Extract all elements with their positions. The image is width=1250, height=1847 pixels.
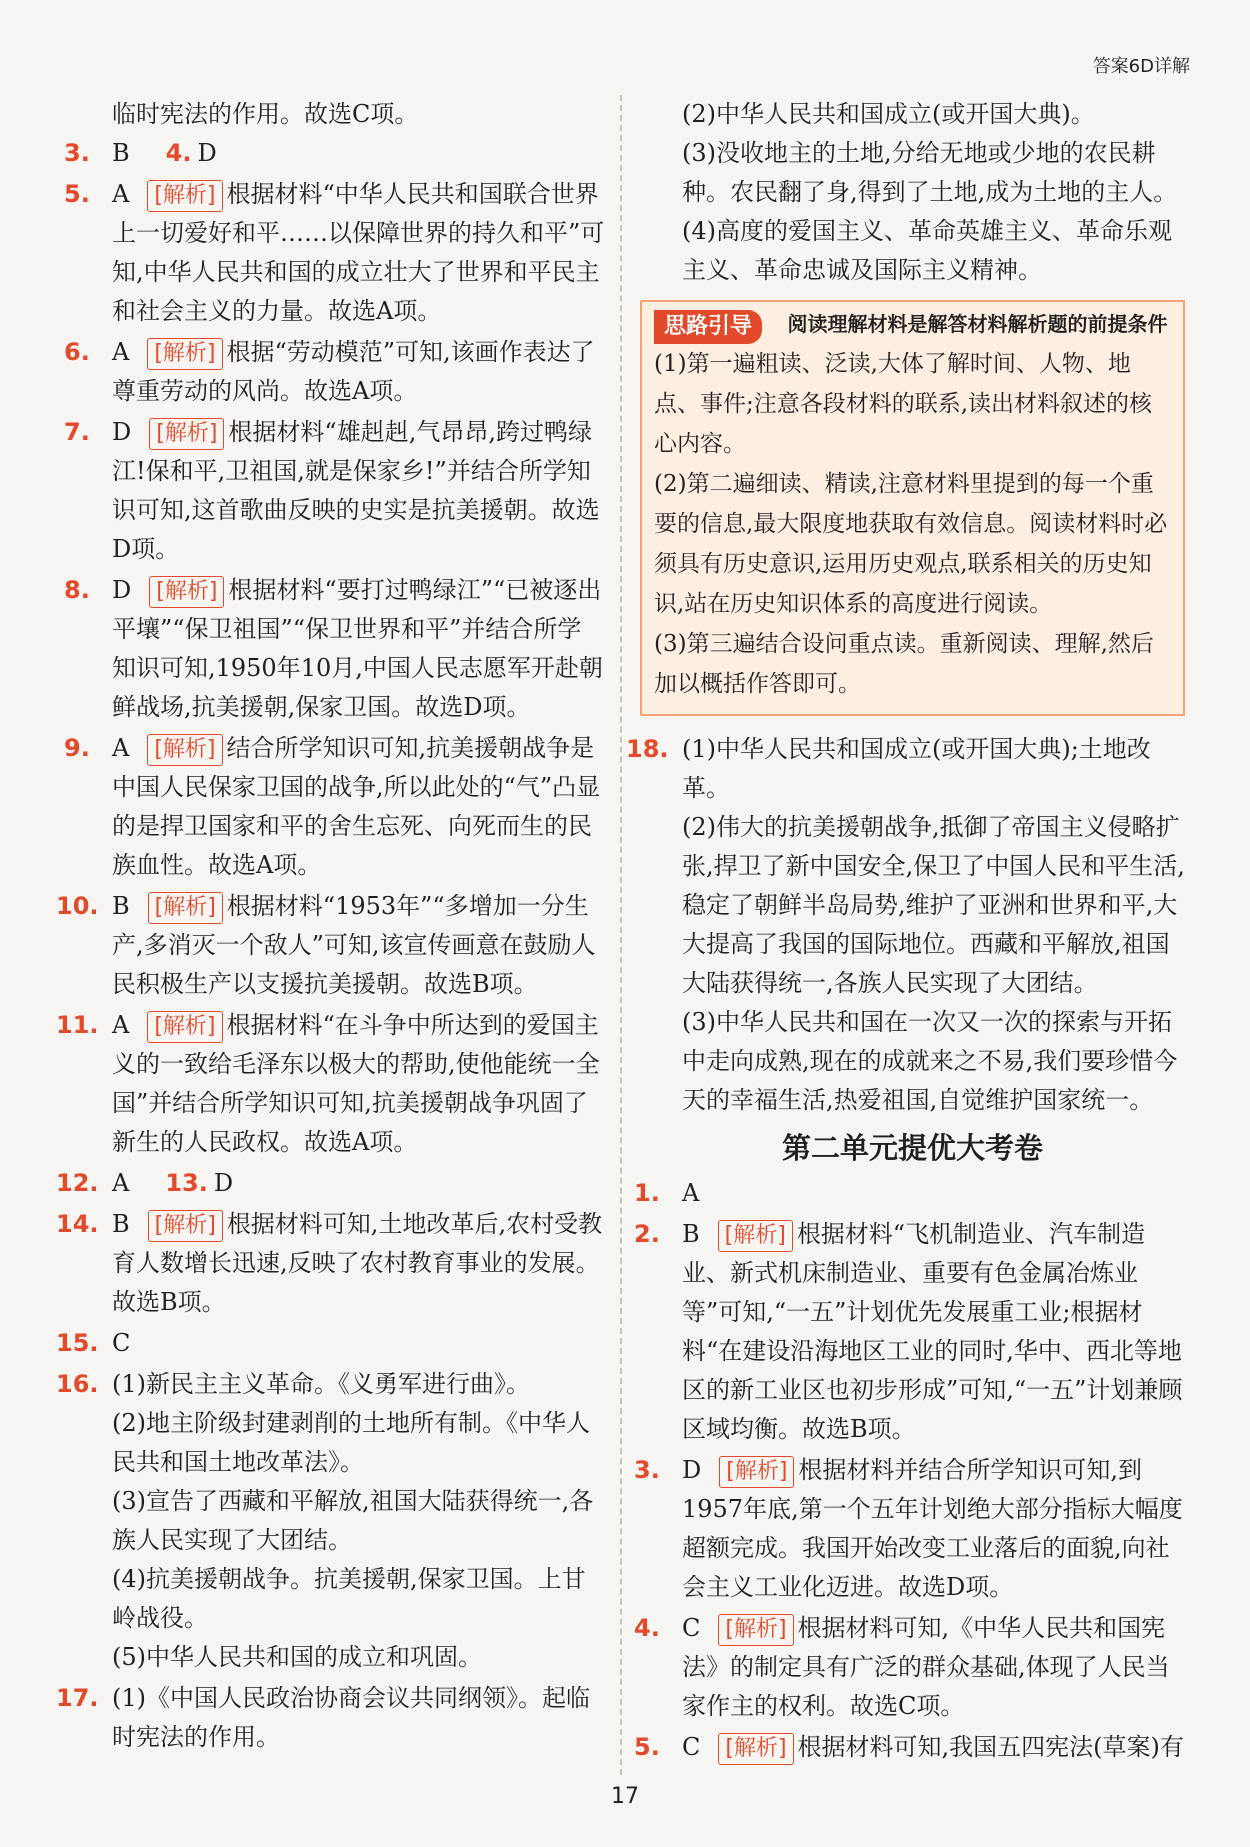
unit2-answer-item-1: 1. A [634, 1179, 700, 1207]
left-column [56, 95, 605, 1759]
sub-answer: (4)高度的爱国主义、革命英雄主义、革命乐观主义、革命忠诚及国际主义精神。 [682, 217, 1172, 284]
tip-box [640, 300, 1185, 716]
sub-answer: (2)中华人民共和国成立(或开国大典)。 [682, 100, 1095, 128]
right-column [626, 95, 1185, 1769]
answer-item-15: 15. C [56, 1329, 131, 1357]
tip-tag: 思路引导 [654, 310, 762, 344]
answer-item-8: 8. D [解析] 根据材料“要打过鸭绿江”“已被逐出平壤”“保卫祖国”“保卫世界和平”并结合所学知识可知,1950年10月,中国人民志愿军开赴朝鲜战场,抗美援朝,保家卫国。故选D项。 [64, 576, 603, 721]
analysis-tag: [解析] [148, 892, 223, 924]
analysis-tag: [解析] [718, 1614, 793, 1646]
unit2-answer-item-4: 4. C [解析] 根据材料可知,《中华人民共和国宪法》的制定具有广泛的群众基础,体现了人民当家作主的权利。故选C项。 [634, 1614, 1170, 1720]
analysis-tag: [解析] [147, 734, 222, 766]
continued-text: 临时宪法的作用。故选C项。 [112, 100, 419, 128]
sub-answer: (1)中华人民共和国成立(或开国大典);土地改革。 [682, 735, 1151, 802]
analysis-tag: [解析] [148, 1210, 223, 1242]
answer-item-17: 17. (1)《中国人民政治协商会议共同纲领》。起临时宪法的作用。 [56, 1684, 590, 1751]
page-header: 答案6D详解 [1092, 56, 1190, 77]
answer-item-14: 14. B [解析] 根据材料可知,土地改革后,农村受教育人数增长迅速,反映了农村教育事业的发展。故选B项。 [56, 1210, 603, 1316]
tip-line: (2)第二遍细读、精读,注意材料里提到的每一个重要的信息,最大限度地获取有效信息。阅读材料时必须具有历史意识,运用历史观点,联系相关的历史知识,站在历史知识体系的高度进行阅读。 [654, 471, 1168, 617]
answer-item-3-4: 3. B 4. D [64, 139, 217, 167]
analysis-tag: [解析] [147, 338, 222, 370]
answer-item-18: 18. (1)中华人民共和国成立(或开国大典);土地改革。 (2)伟大的抗美援朝战争,抵御了帝国主义侵略扩张,捍卫了新中国安全,保卫了中国人民和平生活,稳定了朝鲜半岛局势,维护了亚洲和世界和平,大大提高了我国的国际地位。西藏和平解放,祖国大陆获得统一,各族人民实现了大团结。 (3)中华人民共和国在一次又一次的探索与开拓中走向成熟,现在的成就来之不易,我们要珍惜今天的幸福生活,热爱祖国,自觉维护国家统一。 [640, 730, 1185, 1120]
page-number: 17 [611, 1784, 639, 1809]
unit2-answer-item-3: 3. D [解析] 根据材料并结合所学知识可知,到1957年底,第一个五年计划绝大部分指标大幅度超额完成。我国开始改变工业落后的面貌,向社会主义工业化迈进。故选D项。 [634, 1456, 1183, 1601]
analysis-tag: [解析] [147, 1011, 222, 1043]
answer-item-6: 6. A [解析] 根据“劳动模范”可知,该画作表达了尊重劳动的风尚。故选A项。 [64, 338, 595, 405]
analysis-tag: [解析] [149, 576, 224, 608]
sub-answer: (3)中华人民共和国在一次又一次的探索与开拓中走向成熟,现在的成就来之不易,我们要珍惜今天的幸福生活,热爱祖国,自觉维护国家统一。 [682, 1008, 1178, 1114]
unit2-answer-item-2: 2. B [解析] 根据材料“飞机制造业、汽车制造业、新式机床制造业、重要有色金属冶炼业等”可知,“一五”计划优先发展重工业;根据材料“在建设沿海地区工业的同时,华中、西北等地区的新工业区也初步形成”可知,“一五”计划兼顾区域均衡。故选B项。 [634, 1220, 1183, 1443]
sub-answer: (5)中华人民共和国的成立和巩固。 [112, 1643, 482, 1671]
analysis-tag: [解析] [147, 180, 222, 212]
analysis-tag: [解析] [718, 1733, 793, 1765]
answer-item-5: 5. A [解析] 根据材料“中华人民共和国联合世界上一切爱好和平……以保障世界的持久和平”可知,中华人民共和国的成立壮大了世界和平民主和社会主义的力量。故选A项。 [64, 180, 605, 325]
sub-answer: (3)宣告了西藏和平解放,祖国大陆获得统一,各族人民实现了大团结。 [112, 1487, 594, 1554]
sub-answer: (3)没收地主的土地,分给无地或少地的农民耕种。农民翻了身,得到了土地,成为土地的主人。 [682, 139, 1178, 206]
tip-line: (3)第三遍结合设问重点读。重新阅读、理解,然后加以概括作答即可。 [654, 631, 1154, 697]
unit2-answer-item-5: 5. C [解析] 根据材料可知,我国五四宪法(草案)有 [640, 1728, 1185, 1767]
sub-answer: (2)伟大的抗美援朝战争,抵御了帝国主义侵略扩张,捍卫了新中国安全,保卫了中国人民和平生活,稳定了朝鲜半岛局势,维护了亚洲和世界和平,大大提高了我国的国际地位。西藏和平解放,祖国大陆获得统一,各族人民实现了大团结。 [682, 813, 1185, 997]
analysis-tag: [解析] [149, 418, 224, 450]
answer-item-12-13: 12. A 13. D [56, 1169, 234, 1197]
sub-answer: (2)地主阶级封建剥削的土地所有制。《中华人民共和国土地改革法》。 [112, 1409, 590, 1476]
tip-line: (1)第一遍粗读、泛读,大体了解时间、人物、地点、事件;注意各段材料的联系,读出材料叙述的核心内容。 [654, 351, 1153, 457]
sub-answer: (1)新民主主义革命。《义勇军进行曲》。 [112, 1370, 530, 1398]
answer-item-9: 9. A [解析] 结合所学知识可知,抗美援朝战争是中国人民保家卫国的战争,所以此处的“气”凸显的是捍卫国家和平的舍生忘死、向死而生的民族血性。故选A项。 [64, 734, 601, 879]
column-divider [620, 95, 622, 1775]
answer-item-11: 11. A [解析] 根据材料“在斗争中所达到的爱国主义的一致给毛泽东以极大的帮助,使他能统一全国”并结合所学知识可知,抗美援朝战争巩固了新生的人民政权。故选A项。 [56, 1011, 600, 1156]
section-title: 第二单元提优大考卷 [781, 1131, 1043, 1165]
analysis-tag: [解析] [718, 1220, 793, 1252]
answer-item-7: 7. D [解析] 根据材料“雄赳赳,气昂昂,跨过鸭绿江!保和平,卫祖国,就是保家乡!”并结合所学知识可知,这首歌曲反映的史实是抗美援朝。故选D项。 [64, 418, 600, 563]
answer-item-16: 16. (1)新民主主义革命。《义勇军进行曲》。 (2)地主阶级封建剥削的土地所有制。《中华人民共和国土地改革法》。 (3)宣告了西藏和平解放,祖国大陆获得统一,各族人民实现了大团结。 (4)抗美援朝战争。抗美援朝,保家卫国。上甘岭战役。 (5)中华人民共和国的成立和巩固。 [70, 1365, 605, 1677]
tip-title: 阅读理解材料是解答材料解析题的前提条件 [787, 312, 1168, 336]
sub-answer: (4)抗美援朝战争。抗美援朝,保家卫国。上甘岭战役。 [112, 1565, 586, 1632]
answer-item-10: 10. B [解析] 根据材料“1953年”“多增加一分生产,多消灭一个敌人”可知,该宣传画意在鼓励人民积极生产以支援抗美援朝。故选B项。 [56, 892, 596, 998]
analysis-tag: [解析] [719, 1456, 794, 1488]
